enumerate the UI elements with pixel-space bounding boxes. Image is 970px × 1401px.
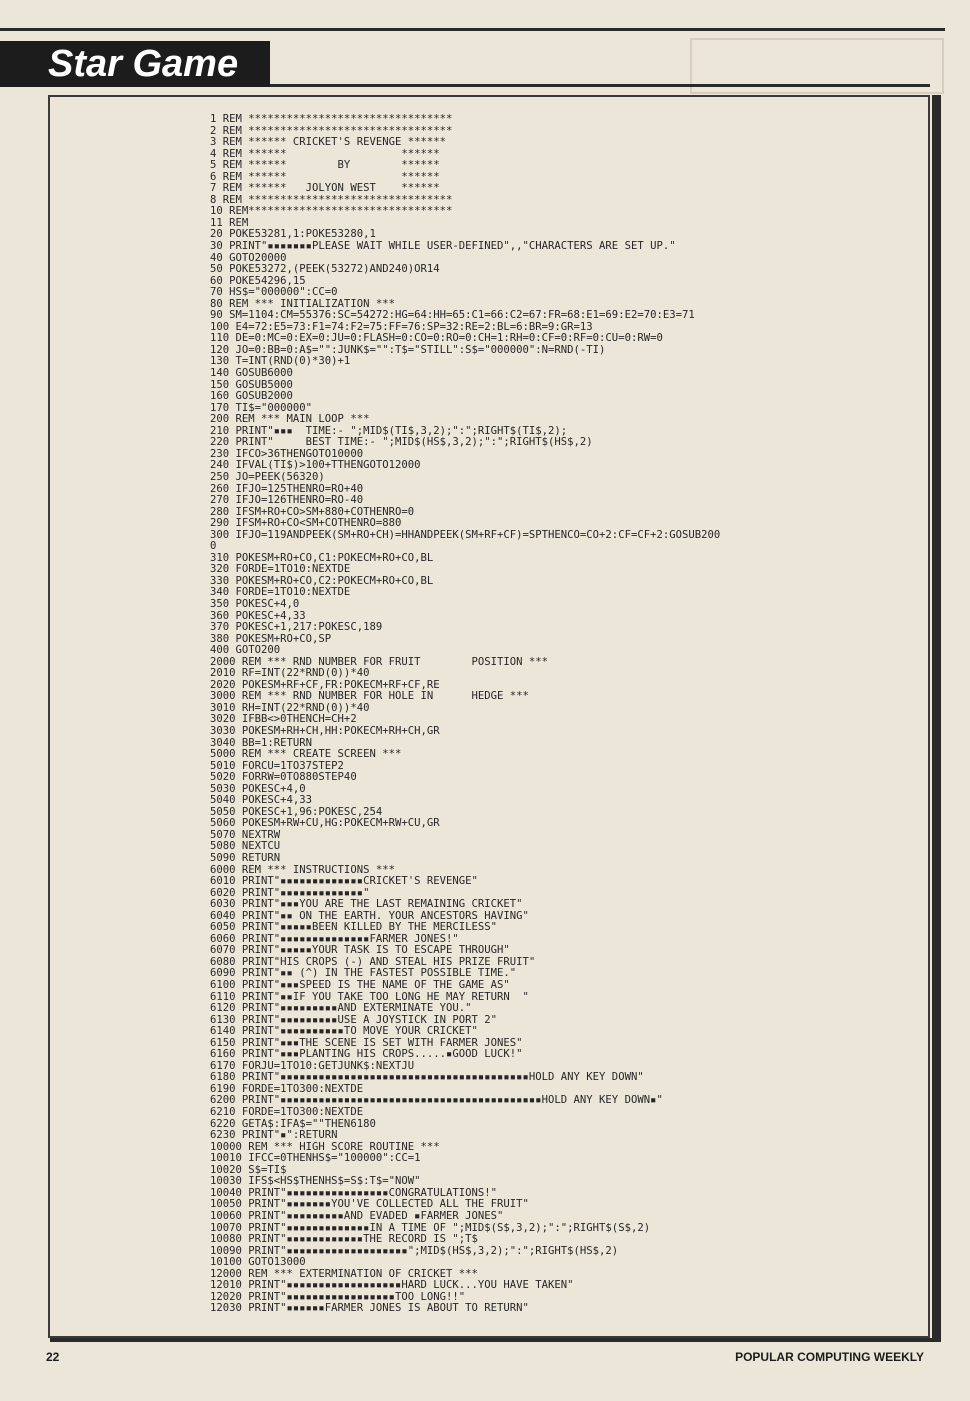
code-line: 170 TI$="000000"	[210, 401, 313, 414]
page-number: 22	[46, 1350, 60, 1364]
code-line: 5070 NEXTRW	[210, 828, 281, 841]
code-line: 6140 PRINT"▪▪▪▪▪▪▪▪▪▪TO MOVE YOUR CRICKET"	[210, 1025, 478, 1038]
header-rule	[270, 84, 930, 87]
code-line: 10060 PRINT"▪▪▪▪▪▪▪▪▪AND EVADED ▪FARMER JONES"	[210, 1209, 504, 1222]
code-line: 360 POKESC+4,33	[210, 609, 306, 622]
code-line: 290 IFSM+RO+CO<SM+COTHENRO=880	[210, 517, 402, 530]
code-line: 320 FORDE=1TO10:NEXTDE	[210, 563, 351, 576]
code-line: 140 GOSUB6000	[210, 367, 293, 380]
code-line: 12030 PRINT"▪▪▪▪▪▪FARMER JONES IS ABOUT TO RETURN"	[210, 1302, 529, 1315]
code-line: 6210 FORDE=1TO300:NEXTDE	[210, 1106, 364, 1119]
code-line: 6100 PRINT"▪▪▪SPEED IS THE NAME OF THE GAME AS"	[210, 979, 510, 992]
code-line: 6060 PRINT"▪▪▪▪▪▪▪▪▪▪▪▪▪▪FARMER JONES!"	[210, 932, 459, 945]
code-line: 200 REM *** MAIN LOOP ***	[210, 413, 370, 426]
code-line: 6000 REM *** INSTRUCTIONS ***	[210, 863, 395, 876]
code-line: 5000 REM *** CREATE SCREEN ***	[210, 748, 402, 761]
code-line: 2020 POKESM+RF+CF,FR:POKECM+RF+CF,RE	[210, 678, 440, 691]
code-line: 340 FORDE=1TO10:NEXTDE	[210, 586, 351, 599]
code-line: 10000 REM *** HIGH SCORE ROUTINE ***	[210, 1140, 440, 1153]
code-line: 3030 POKESM+RH+CH,HH:POKECM+RH+CH,GR	[210, 724, 440, 737]
code-line: 20 POKE53281,1:POKE53280,1	[210, 228, 376, 241]
code-line: 5080 NEXTCU	[210, 840, 281, 853]
code-line: 10 REM********************************	[210, 205, 453, 218]
code-line: 1 REM ********************************	[210, 114, 453, 125]
code-line: 50 POKE53272,(PEEK(53272)AND240)OR14	[210, 263, 440, 276]
top-rule	[0, 28, 945, 31]
code-line: 2010 RF=INT(22*RND(0))*40	[210, 667, 370, 680]
code-line: 6200 PRINT"▪▪▪▪▪▪▪▪▪▪▪▪▪▪▪▪▪▪▪▪▪▪▪▪▪▪▪▪▪▪▪▪▪▪▪▪▪▪▪▪▪HOLD ANY KEY DOWN▪"	[210, 1094, 663, 1107]
code-line: 90 SM=1104:CM=55376:SC=54272:HG=64:HH=65:C1=66:C2=67:FR=68:E1=69:E2=70:E3=71	[210, 309, 695, 322]
code-line: 70 HS$="000000":CC=0	[210, 286, 338, 299]
code-line: 6070 PRINT"▪▪▪▪▪YOUR TASK IS TO ESCAPE THROUGH"	[210, 944, 510, 957]
code-line: 250 JO=PEEK(56320)	[210, 470, 325, 483]
code-line: 6010 PRINT"▪▪▪▪▪▪▪▪▪▪▪▪▪CRICKET'S REVENGE"	[210, 875, 478, 888]
program-listing	[210, 114, 910, 1330]
code-line: 5 REM ****** BY ******	[210, 159, 440, 172]
code-line: 5020 FORRW=0TO880STEP40	[210, 771, 357, 784]
code-line: 3000 REM *** RND NUMBER FOR HOLE IN HEDGE ***	[210, 690, 529, 703]
code-line: 6180 PRINT"▪▪▪▪▪▪▪▪▪▪▪▪▪▪▪▪▪▪▪▪▪▪▪▪▪▪▪▪▪▪▪▪▪▪▪▪▪▪▪HOLD ANY KEY DOWN"	[210, 1071, 644, 1084]
code-line: 120 JO=0:BB=0:A$="":JUNK$="":T$="STILL":S$="000000":N=RND(-TI)	[210, 343, 606, 356]
code-line: 10080 PRINT"▪▪▪▪▪▪▪▪▪▪▪▪THE RECORD IS ";T$	[210, 1233, 478, 1246]
code-line: 10100 GOTO13000	[210, 1256, 306, 1269]
code-line: 5060 POKESM+RW+CU,HG:POKECM+RW+CU,GR	[210, 817, 440, 830]
code-line: 12000 REM *** EXTERMINATION OF CRICKET ***	[210, 1267, 478, 1280]
code-line: 380 POKESM+RO+CO,SP	[210, 632, 332, 645]
code-line: 10030 IFS$<HS$THENHS$=S$:T$="NOW"	[210, 1175, 421, 1188]
code-line: 6230 PRINT"▪":RETURN	[210, 1129, 338, 1142]
code-line: 10010 IFCC=0THENHS$="100000":CC=1	[210, 1152, 421, 1165]
code-line: 310 POKESM+RO+CO,C1:POKECM+RO+CO,BL	[210, 551, 434, 564]
code-line: 6 REM ****** ******	[210, 170, 440, 183]
code-line: 5040 POKESC+4,33	[210, 794, 313, 807]
code-line: 300 IFJO=119ANDPEEK(SM+RO+CH)=HHANDPEEK(SM+RF+CF)=SPTHENCO=CO+2:CF=CF+2:GOSUB200	[210, 528, 721, 541]
code-line: 80 REM *** INITIALIZATION ***	[210, 297, 395, 310]
section-title: Star Game	[0, 41, 270, 87]
code-line: 10040 PRINT"▪▪▪▪▪▪▪▪▪▪▪▪▪▪▪▪CONGRATULATIONS!"	[210, 1186, 498, 1199]
code-line: 6030 PRINT"▪▪▪YOU ARE THE LAST REMAINING CRICKET"	[210, 898, 523, 911]
code-line: 330 POKESM+RO+CO,C2:POKECM+RO+CO,BL	[210, 574, 434, 587]
code-line: 260 IFJO=125THENRO=RO+40	[210, 482, 364, 495]
code-line: 6040 PRINT"▪▪ ON THE EARTH. YOUR ANCESTORS HAVING"	[210, 909, 529, 922]
code-line: 400 GOTO200	[210, 644, 281, 657]
code-line: 2000 REM *** RND NUMBER FOR FRUIT POSITION ***	[210, 655, 549, 668]
code-line: 6050 PRINT"▪▪▪▪▪BEEN KILLED BY THE MERCILESS"	[210, 921, 498, 934]
code-line: 6130 PRINT"▪▪▪▪▪▪▪▪▪USE A JOYSTICK IN PORT 2"	[210, 1013, 498, 1026]
code-line: 6150 PRINT"▪▪▪THE SCENE IS SET WITH FARMER JONES"	[210, 1036, 523, 1049]
code-line: 60 POKE54296,15	[210, 274, 306, 287]
code-line: 110 DE=0:MC=0:EX=0:JU=0:FLASH=0:CO=0:RO=0:CH=1:RH=0:CF=0:RF=0:CU=0:RW=0	[210, 332, 663, 345]
code-line: 6080 PRINT"HIS CROPS (-) AND STEAL HIS PRIZE FRUIT"	[210, 955, 536, 968]
code-line: 6120 PRINT"▪▪▪▪▪▪▪▪▪AND EXTERMINATE YOU."	[210, 1002, 472, 1015]
code-line: 6110 PRINT"▪▪IF YOU TAKE TOO LONG HE MAY RETURN "	[210, 990, 529, 1003]
code-line: 6090 PRINT"▪▪ (^) IN THE FASTEST POSSIBLE TIME."	[210, 967, 517, 980]
code-line: 6160 PRINT"▪▪▪PLANTING HIS CROPS.....▪GOOD LUCK!"	[210, 1048, 523, 1061]
code-line: 4 REM ****** ******	[210, 147, 440, 160]
code-line: 220 PRINT" BEST TIME:- ";MID$(HS$,3,2);":";RIGHT$(HS$,2)	[210, 436, 593, 449]
code-line: 5030 POKESC+4,0	[210, 782, 306, 795]
code-line: 210 PRINT"▪▪▪ TIME:- ";MID$(TI$,3,2);":";RIGHT$(TI$,2);	[210, 424, 568, 437]
code-line: 350 POKESC+4,0	[210, 597, 300, 610]
magazine-name: POPULAR COMPUTING WEEKLY	[735, 1350, 924, 1364]
code-line: 0	[210, 540, 217, 553]
code-line: 40 GOTO20000	[210, 251, 287, 264]
code-line: 280 IFSM+RO+CO>SM+880+COTHENRO=0	[210, 505, 415, 518]
code-line: 10020 S$=TI$	[210, 1163, 287, 1176]
code-line: 160 GOSUB2000	[210, 390, 293, 403]
code-line: 150 GOSUB5000	[210, 378, 293, 391]
code-line: 6020 PRINT"▪▪▪▪▪▪▪▪▪▪▪▪▪"	[210, 886, 370, 899]
code-line: 11 REM	[210, 216, 249, 229]
code-line: 10090 PRINT"▪▪▪▪▪▪▪▪▪▪▪▪▪▪▪▪▪▪▪";MID$(HS$,3,2);":";RIGHT$(HS$,2)	[210, 1244, 619, 1257]
code-line: 30 PRINT"▪▪▪▪▪▪▪PLEASE WAIT WHILE USER-DEFINED",,"CHARACTERS ARE SET UP."	[210, 240, 676, 253]
code-line: 3 REM ****** CRICKET'S REVENGE ******	[210, 136, 446, 149]
code-line: 2 REM ********************************	[210, 124, 453, 137]
code-line: 12010 PRINT"▪▪▪▪▪▪▪▪▪▪▪▪▪▪▪▪▪▪HARD LUCK...YOU HAVE TAKEN"	[210, 1279, 574, 1292]
code-line: 7 REM ****** JOLYON WEST ******	[210, 182, 440, 195]
code-line: 370 POKESC+1,217:POKESC,189	[210, 621, 383, 634]
code-line: 130 T=INT(RND(0)*30)+1	[210, 355, 351, 368]
code-line: 10070 PRINT"▪▪▪▪▪▪▪▪▪▪▪▪▪IN A TIME OF ";MID$(S$,3,2);":";RIGHT$(S$,2)	[210, 1221, 651, 1234]
code-line: 10050 PRINT"▪▪▪▪▪▪▪YOU'VE COLLECTED ALL THE FRUIT"	[210, 1198, 529, 1211]
code-line: 3040 BB=1:RETURN	[210, 736, 313, 749]
code-line: 270 IFJO=126THENRO=RO-40	[210, 494, 364, 507]
code-line: 100 E4=72:E5=73:F1=74:F2=75:FF=76:SP=32:RE=2:BL=6:BR=9:GR=13	[210, 320, 593, 333]
code-line: 5050 POKESC+1,96:POKESC,254	[210, 805, 383, 818]
code-line: 6220 GETA$:IFA$=""THEN6180	[210, 1117, 376, 1130]
code-line: 6190 FORDE=1TO300:NEXTDE	[210, 1082, 364, 1095]
code-line: 230 IFCO>36THENGOTO10000	[210, 447, 364, 460]
code-line: 5090 RETURN	[210, 852, 281, 864]
code-line: 3020 IFBB<>0THENCH=CH+2	[210, 713, 357, 726]
code-line: 6170 FORJU=1TO10:GETJUNK$:NEXTJU	[210, 1059, 415, 1072]
code-line: 8 REM ********************************	[210, 193, 453, 206]
code-line: 3010 RH=INT(22*RND(0))*40	[210, 701, 370, 714]
code-line: 12020 PRINT"▪▪▪▪▪▪▪▪▪▪▪▪▪▪▪▪▪TOO LONG!!"	[210, 1290, 466, 1303]
code-line: 240 IFVAL(TI$)>100+TTHENGOTO12000	[210, 459, 421, 472]
code-line: 5010 FORCU=1TO37STEP2	[210, 759, 344, 772]
frame-shadow-bottom	[50, 1338, 941, 1342]
frame-shadow-right	[932, 95, 941, 1342]
